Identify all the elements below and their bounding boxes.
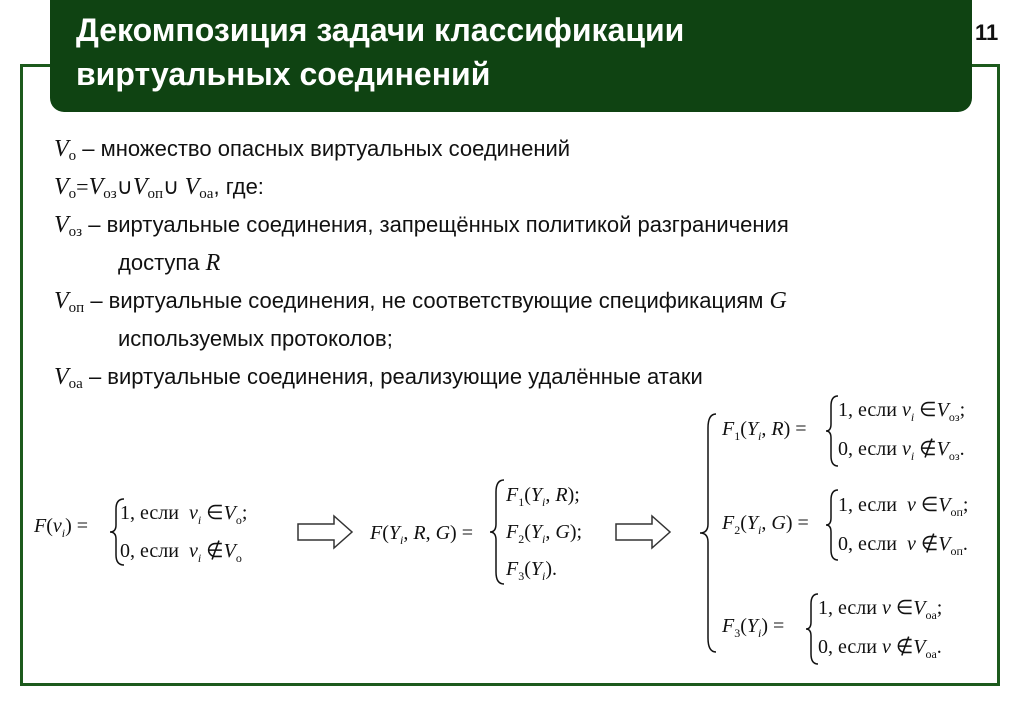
formula-f3-lhs: $F_3(Y_i)$ = <box>722 615 785 640</box>
formula-fyrg-case-1: $F_1(Y_i$, R); <box>506 484 580 509</box>
definition-text: – множество опасных виртуальных соединений <box>76 136 571 161</box>
line-voz-continuation: доступа R <box>118 250 221 276</box>
line-voa-definition: $V_{оа}$ – виртуальные соединения, реализующие удалённые атаки <box>54 364 703 392</box>
formula-f3-case-1: 1, если v $\in V_{оа}$; <box>818 597 943 622</box>
formula-f-lhs: $F(v_i)$ = <box>34 515 89 540</box>
definition-text: – виртуальные соединения, запрещённых политикой разграничения <box>82 212 789 237</box>
right-arrow-icon <box>296 514 354 550</box>
line-vop-continuation <box>118 324 393 354</box>
definition-text: – виртуальные соединения, реализующие удалённые атаки <box>82 364 703 389</box>
title-line-1: Декомпозиция задачи классификации <box>76 12 685 48</box>
title-line-2: виртуальных соединений <box>76 56 491 92</box>
subscript: оз <box>68 224 83 240</box>
subscript: оа <box>68 376 83 392</box>
left-brace-icon <box>488 478 508 586</box>
formula-f2-case-2: 0, если v $\notin V_{оп}$. <box>838 533 968 558</box>
formula-f3-case-2: 0, если v $\notin V_{оа}$. <box>818 636 942 661</box>
page-number: 11 <box>975 20 999 45</box>
definition-text: – виртуальные соединения, не соответствующие спецификациям <box>84 288 770 313</box>
formula-f-case-1: 1, если $v_i$ $\in V_о$; <box>120 502 248 527</box>
line-voz-definition: $V_{оз}$ – виртуальные соединения, запрещённых политикой разграничения <box>54 212 789 240</box>
definition-text: используемых протоколов; <box>118 326 393 351</box>
subscript: о <box>68 186 77 202</box>
subscript: оп <box>68 300 85 316</box>
formula-f2-case-1: 1, если v $\in V_{оп}$; <box>838 494 969 519</box>
where-text: , где: <box>213 174 264 199</box>
left-brace-icon <box>698 412 720 654</box>
line-vop-definition: $V_{оп}$ – виртуальные соединения, не соответствующие спецификациям G <box>54 288 787 316</box>
definition-text: доступа <box>118 250 206 275</box>
formula-f2-lhs: $F_2(Y_i$, G) = <box>722 512 809 537</box>
formula-f1-case-1: 1, если $v_i$ $\in V_{оз}$; <box>838 399 966 424</box>
right-arrow-icon <box>614 514 672 550</box>
formula-f1-case-2: 0, если $v_i$ $\notin V_{оз}$. <box>838 438 965 463</box>
subscript: оп <box>147 186 164 202</box>
slide-title <box>76 8 936 96</box>
formula-f1-lhs: $F_1(Y_i$, R) = <box>722 418 807 443</box>
formula-f-case-2: 0, если $v_i$ $\notin V_о$ <box>120 540 242 565</box>
line-vo-definition: $V_о$ – множество опасных виртуальных соединений <box>54 136 571 164</box>
formula-fyrg-case-3: $F_3(Y_i)$. <box>506 558 558 583</box>
formula-fyrg-case-2: $F_2(Y_i$, G); <box>506 521 583 546</box>
subscript: оа <box>199 186 214 202</box>
line-vo-union: $V_о=V_{оз}\cup V_{оп}\cup$ $V_{оа}$, где: <box>54 174 264 202</box>
subscript: оз <box>103 186 117 202</box>
subscript: о <box>68 148 77 164</box>
formula-fyrg-lhs: $F(Y_i$, R, G) = <box>370 522 473 547</box>
